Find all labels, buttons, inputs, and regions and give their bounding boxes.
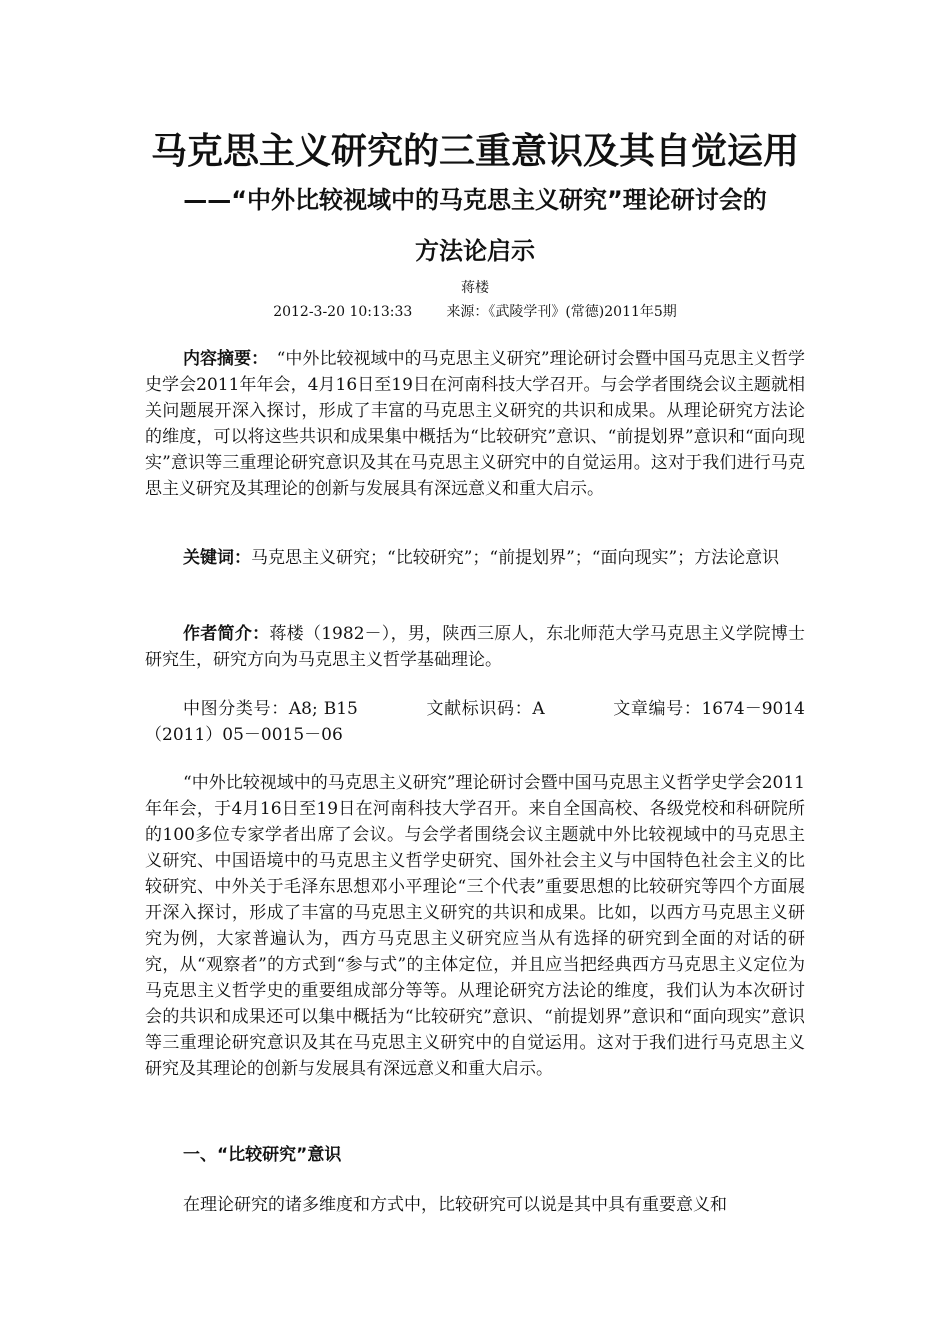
classification-paragraph [145,696,805,748]
body-paragraph-2: 在理论研究的诸多维度和方式中，比较研究可以说是其中具有重要意义和 [183,1195,727,1215]
article-title: 马克思主义研究的三重意识及其自觉运用 [150,131,799,172]
article-source: 来源：《武陵学刊》(常德)2011年5期 [446,304,677,320]
author-intro-paragraph [145,621,805,673]
section-heading-1: 一、“比较研究”意识 [183,1145,342,1165]
clc-number: 中图分类号：A8; B15 [183,699,358,719]
article-meta [0,302,950,322]
publish-datetime: 2012-3-20 10:13:33 [273,304,413,320]
keywords-label: 关键词： [183,548,251,568]
document-code: 文献标识码：A [425,699,545,719]
body-paragraph-1: “中外比较视域中的马克思主义研究”理论研讨会暨中国马克思主义哲学史学会2011年年会，于4月16日至19日在河南科技大学召开。来自全国高校、各级党校和科研院所的100多位专家学者出席了会议。与会学者围绕会议主题就中外比较视域中的马克思主义研究、中国语境中的马克思主义哲学史研究、国外社会主义与中国特色社会主义的比较研究、中外关于毛泽东思想邓小平理论“三个代表”重要思想的比较研究等四个方面展开深入探讨，形成了丰富的马克思主义研究的共识和成果。比如，以西方马克思主义研究为例，大家普遍认为，西方马克思主义研究应当从有选择的研究到全面的对话的研究，从“观察者”的方式到“参与式”的主体定位，并且应当把经典西方马克思主义定位为马克思主义哲学史的重要组成部分等等。从理论研究方法论的维度，我们认为本次研讨会的共识和成果还可以集中概括为“比较研究”意识、“前提划界”意识和“面向现实”意识等三重理论研究意识及其在马克思主义研究中的自觉运用。这对于我们进行马克思主义研究及其理论的创新与发展具有深远意义和重大启示。 [145,773,805,1079]
author-name: 蒋楼 [461,280,489,296]
author-intro-label: 作者简介： [183,624,270,644]
article-subtitle-line-2: 方法论启示 [415,237,535,265]
article-subtitle-line-1: ——“中外比较视域中的马克思主义研究”理论研讨会的 [183,186,767,214]
keywords-paragraph [145,545,805,571]
abstract-text: “中外比较视域中的马克思主义研究”理论研讨会暨中国马克思主义哲学史学会2011年年会，4月16日至19日在河南科技大学召开。与会学者围绕会议主题就相关问题展开深入探讨，形成了丰富的马克思主义研究的共识和成果。从理论研究方法论的维度，可以将这些共识和成果集中概括为“比较研究”意识、“前提划界”意识和“面向现实”意识等三重理论研究意识及其在马克思主义研究中的自觉运用。这对于我们进行马克思主义研究及其理论的创新与发展具有深远意义和重大启示。 [145,349,805,499]
article-number: 文章编号：1674－9014（2011）05－0015－06 [145,699,806,745]
abstract-label: 内容摘要： [183,349,260,369]
keywords-text: 马克思主义研究；“比较研究”；“前提划界”；“面向现实”；方法论意识 [251,548,780,568]
author-intro-text: 蒋楼（1982－），男，陕西三原人，东北师范大学马克思主义学院博士研究生，研究方向为马克思主义哲学基础理论。 [145,624,806,670]
abstract-paragraph [145,346,805,502]
